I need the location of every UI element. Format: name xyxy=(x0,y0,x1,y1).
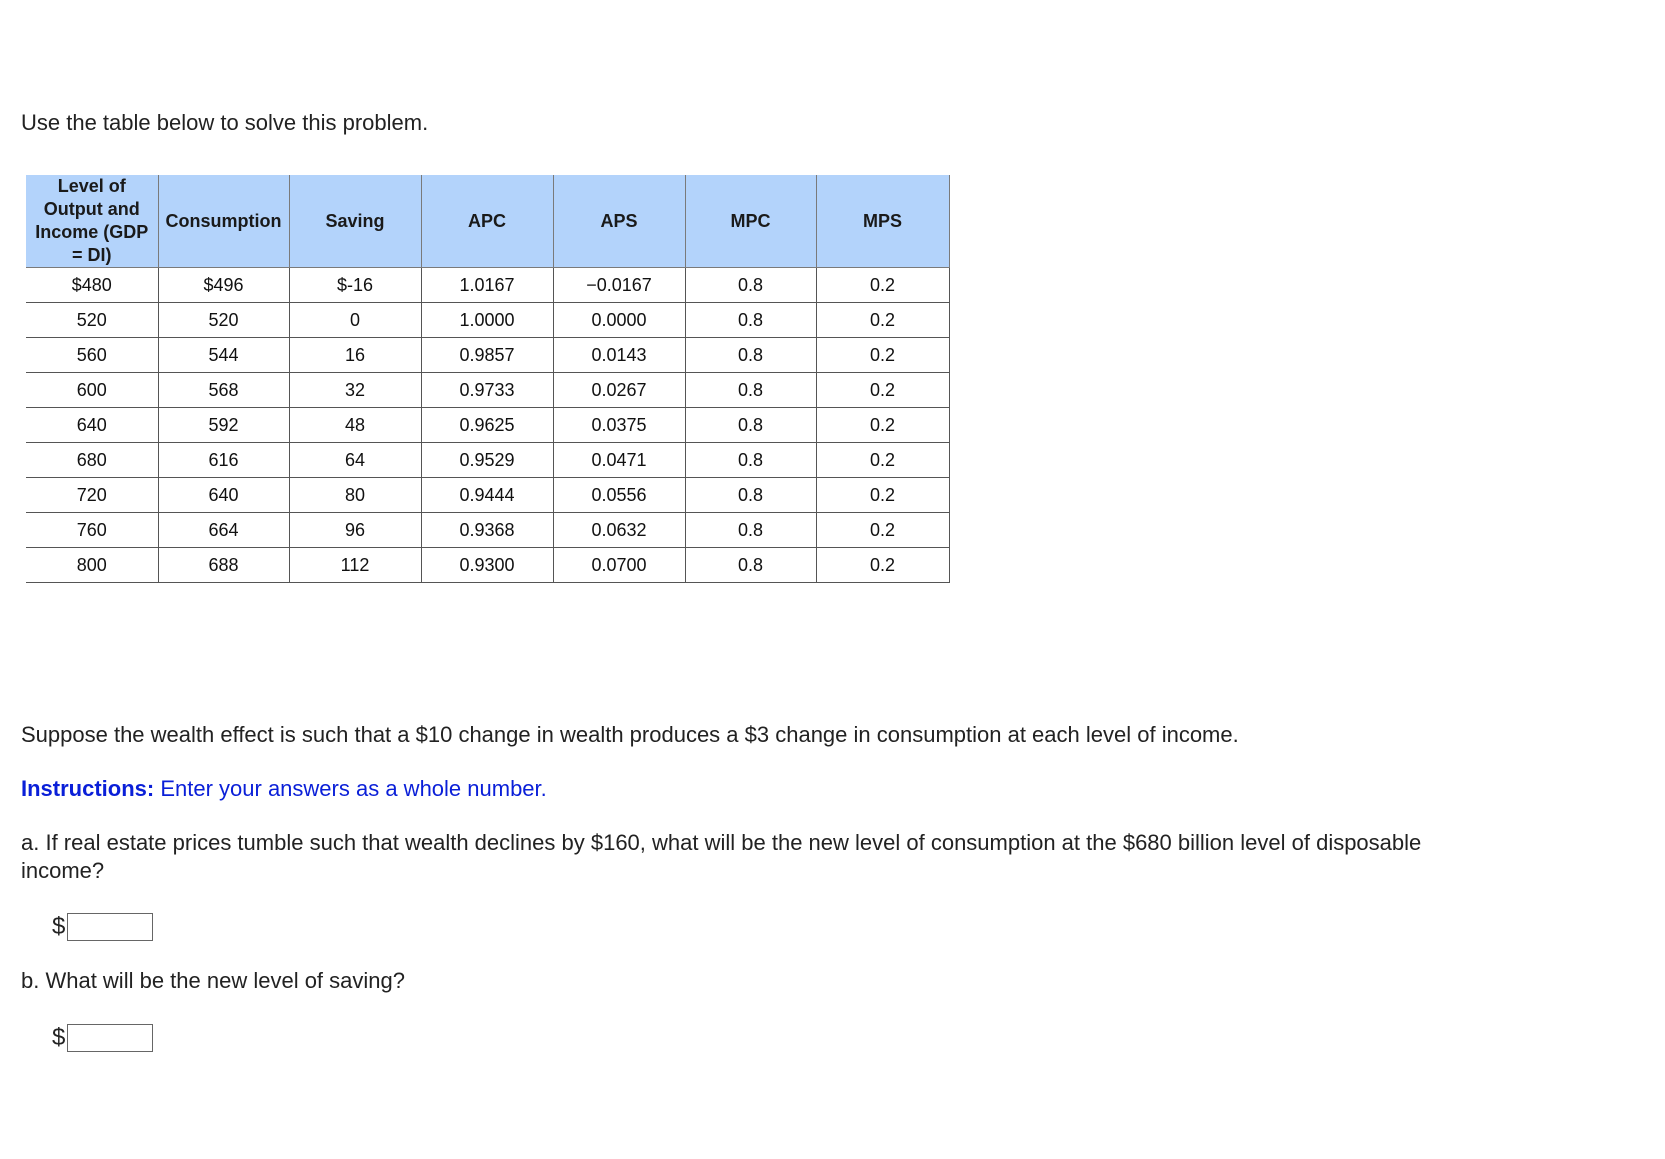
cell-mps: 0.2 xyxy=(816,303,949,338)
header-saving: Saving xyxy=(289,175,421,268)
cell-aps: 0.0471 xyxy=(553,443,685,478)
cell-saving: $-16 xyxy=(289,268,421,303)
consumption-saving-table xyxy=(26,175,950,583)
cell-mpc: 0.8 xyxy=(685,303,816,338)
cell-apc: 0.9857 xyxy=(421,338,553,373)
answer-a-group xyxy=(52,913,153,941)
cell-mps: 0.2 xyxy=(816,513,949,548)
table-row xyxy=(26,478,949,513)
table-row xyxy=(26,338,949,373)
cell-apc: 0.9625 xyxy=(421,408,553,443)
cell-mpc: 0.8 xyxy=(685,268,816,303)
cell-mps: 0.2 xyxy=(816,373,949,408)
cell-aps: 0.0143 xyxy=(553,338,685,373)
cell-mpc: 0.8 xyxy=(685,373,816,408)
header-mps: MPS xyxy=(816,175,949,268)
cell-income: $480 xyxy=(26,268,158,303)
wealth-effect-text: Suppose the wealth effect is such that a $10 change in wealth produces a $3 change in consumption at each level of income. xyxy=(21,722,1239,747)
answer-a-input[interactable] xyxy=(67,913,153,941)
cell-apc: 1.0000 xyxy=(421,303,553,338)
cell-consumption: 568 xyxy=(158,373,289,408)
instructions-label: Instructions: xyxy=(21,776,155,801)
cell-aps: 0.0267 xyxy=(553,373,685,408)
table-row xyxy=(26,373,949,408)
table-row xyxy=(26,303,949,338)
cell-consumption: 688 xyxy=(158,548,289,583)
cell-mps: 0.2 xyxy=(816,443,949,478)
cell-aps: 0.0632 xyxy=(553,513,685,548)
cell-consumption: 664 xyxy=(158,513,289,548)
cell-saving: 0 xyxy=(289,303,421,338)
answer-b-input[interactable] xyxy=(67,1024,153,1052)
cell-income: 720 xyxy=(26,478,158,513)
cell-income: 560 xyxy=(26,338,158,373)
table-header-row xyxy=(26,175,949,268)
cell-consumption: 544 xyxy=(158,338,289,373)
cell-saving: 80 xyxy=(289,478,421,513)
question-b-text: b. What will be the new level of saving? xyxy=(21,968,405,993)
cell-mps: 0.2 xyxy=(816,268,949,303)
table-body xyxy=(26,268,949,583)
cell-apc: 0.9300 xyxy=(421,548,553,583)
table-row xyxy=(26,268,949,303)
header-aps: APS xyxy=(553,175,685,268)
instructions-body: Enter your answers as a whole number. xyxy=(154,776,547,801)
cell-saving: 32 xyxy=(289,373,421,408)
cell-mpc: 0.8 xyxy=(685,513,816,548)
cell-apc: 0.9733 xyxy=(421,373,553,408)
cell-aps: 0.0700 xyxy=(553,548,685,583)
question-a-text: a. If real estate prices tumble such that wealth declines by $160, what will be the new level of consumption at the $680 billion level of disposable income? xyxy=(21,830,1422,883)
cell-saving: 112 xyxy=(289,548,421,583)
cell-income: 680 xyxy=(26,443,158,478)
cell-saving: 64 xyxy=(289,443,421,478)
table-row xyxy=(26,513,949,548)
cell-income: 800 xyxy=(26,548,158,583)
header-consumption: Consumption xyxy=(158,175,289,268)
cell-consumption: $496 xyxy=(158,268,289,303)
header-output-income: Level of Output and Income (GDP = DI) xyxy=(26,175,158,268)
cell-mps: 0.2 xyxy=(816,408,949,443)
answer-b-group xyxy=(52,1024,153,1052)
cell-apc: 0.9368 xyxy=(421,513,553,548)
cell-income: 600 xyxy=(26,373,158,408)
table-row xyxy=(26,408,949,443)
cell-apc: 0.9444 xyxy=(421,478,553,513)
cell-mps: 0.2 xyxy=(816,548,949,583)
answer-a-currency: $ xyxy=(52,913,66,940)
table-row xyxy=(26,443,949,478)
cell-mpc: 0.8 xyxy=(685,548,816,583)
cell-consumption: 592 xyxy=(158,408,289,443)
cell-saving: 96 xyxy=(289,513,421,548)
cell-mps: 0.2 xyxy=(816,478,949,513)
cell-aps: 0.0375 xyxy=(553,408,685,443)
header-mpc: MPC xyxy=(685,175,816,268)
cell-income: 520 xyxy=(26,303,158,338)
cell-income: 760 xyxy=(26,513,158,548)
cell-saving: 16 xyxy=(289,338,421,373)
cell-consumption: 616 xyxy=(158,443,289,478)
cell-income: 640 xyxy=(26,408,158,443)
cell-mpc: 0.8 xyxy=(685,478,816,513)
cell-mpc: 0.8 xyxy=(685,338,816,373)
cell-mpc: 0.8 xyxy=(685,408,816,443)
intro-text: Use the table below to solve this problem. xyxy=(21,110,429,135)
header-apc: APC xyxy=(421,175,553,268)
cell-mps: 0.2 xyxy=(816,338,949,373)
cell-apc: 1.0167 xyxy=(421,268,553,303)
answer-b-currency: $ xyxy=(52,1024,66,1051)
cell-aps: −0.0167 xyxy=(553,268,685,303)
cell-aps: 0.0556 xyxy=(553,478,685,513)
cell-consumption: 640 xyxy=(158,478,289,513)
cell-saving: 48 xyxy=(289,408,421,443)
instructions-text xyxy=(21,775,547,803)
cell-consumption: 520 xyxy=(158,303,289,338)
cell-mpc: 0.8 xyxy=(685,443,816,478)
cell-aps: 0.0000 xyxy=(553,303,685,338)
table-row xyxy=(26,548,949,583)
cell-apc: 0.9529 xyxy=(421,443,553,478)
